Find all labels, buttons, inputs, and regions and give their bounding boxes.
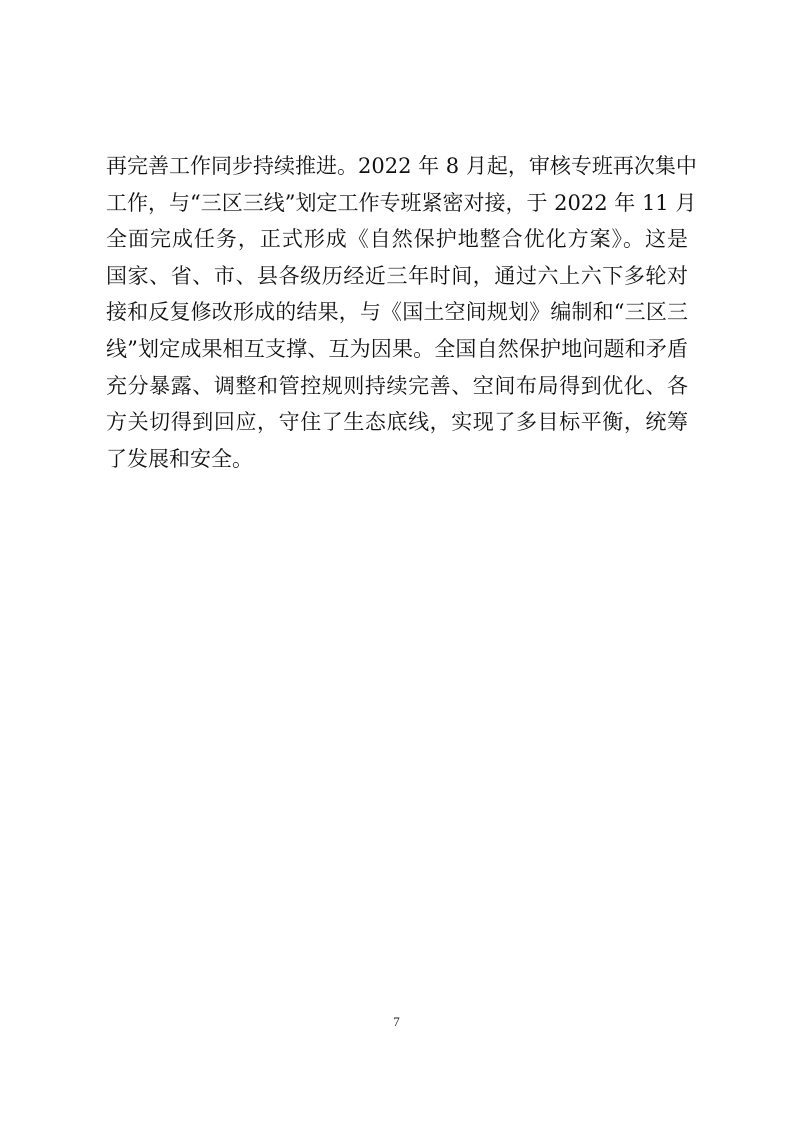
paragraph-line: 充分暴露、调整和管控规则持续完善、空间布局得到优化、各	[106, 373, 688, 398]
paragraph-line: 线”划定成果相互支撑、互为因果。全国自然保护地问题和矛盾	[106, 336, 688, 361]
paragraph-line: 再完善工作同步持续推进。2022 年 8 月起，审核专班再次集中	[106, 154, 697, 178]
paragraph-line: 了发展和安全。	[106, 446, 253, 471]
paragraph-line: 方关切得到回应，守住了生态底线，实现了多目标平衡，统筹	[106, 410, 688, 435]
paragraph-line: 工作，与“三区三线”划定工作专班紧密对接，于 2022 年 11 月	[106, 190, 697, 215]
paragraph-line: 接和反复修改形成的结果，与《国土空间规划》编制和“三区三	[106, 300, 688, 325]
paragraph-line: 全面完成任务，正式形成《自然保护地整合优化方案》。这是	[106, 227, 688, 252]
body-paragraph	[106, 148, 697, 477]
page-number: 7	[393, 1014, 400, 1029]
paragraph-line: 国家、省、市、县各级历经近三年时间，通过六上六下多轮对	[106, 263, 688, 288]
